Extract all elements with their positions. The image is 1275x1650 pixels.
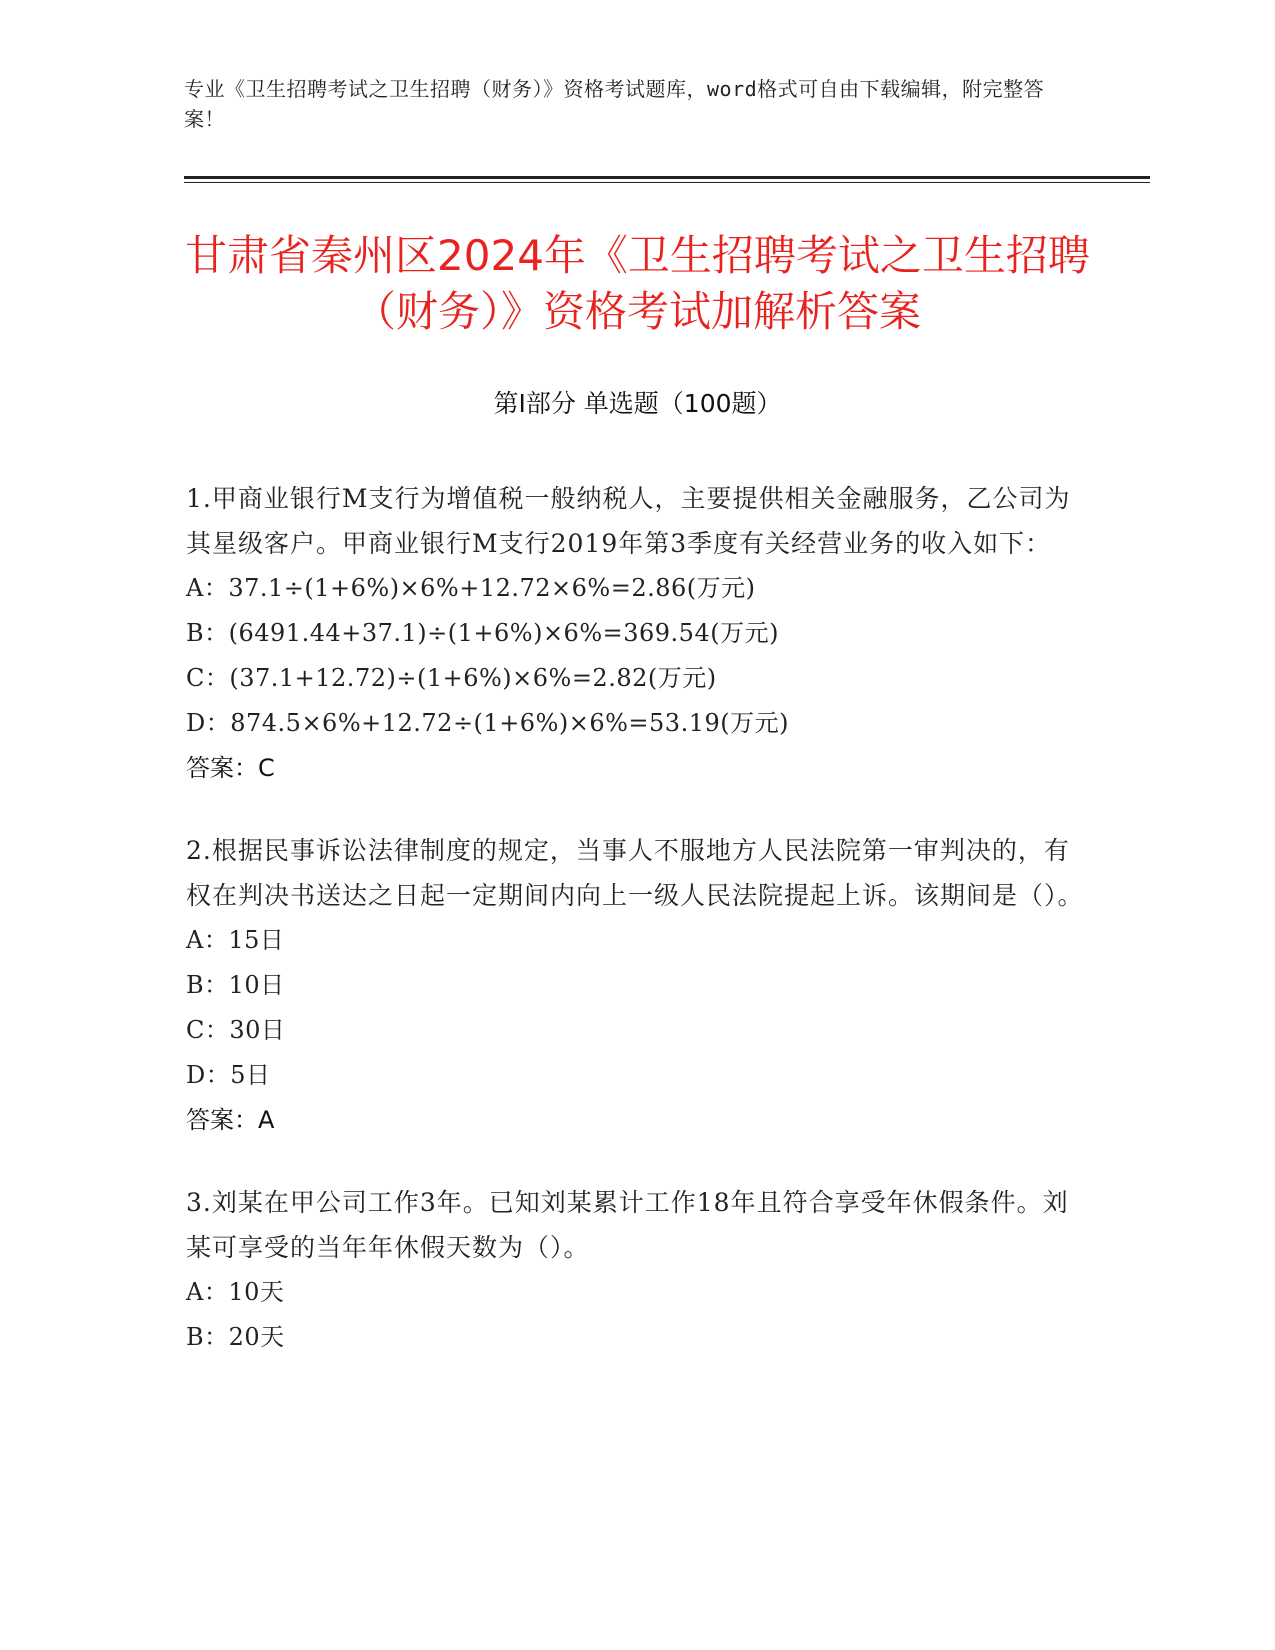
option-a: A：37.1÷(1+6%)×6%+12.72×6%=2.86(万元) [186,574,756,602]
document-title: 甘肃省秦州区2024年《卫生招聘考试之卫生招聘（财务）》资格考试加解析答案 [185,231,1090,336]
question-3 [186,1180,1086,1360]
option-c: C：30日 [186,1016,286,1044]
question-stem: 2.根据民事诉讼法律制度的规定，当事人不服地方人民法院第一审判决的，有权在判决书送达之日起一定期间内向上一级人民法院提起上诉。该期间是（）。 [186,836,1084,910]
option-a: A：15日 [186,926,285,954]
header-note: 专业《卫生招聘考试之卫生招聘（财务）》资格考试题库，word格式可自由下载编辑，附完整答案！ [184,77,1045,131]
option-b: B：20天 [186,1323,285,1351]
option-a: A：10天 [186,1278,285,1306]
option-c: C：(37.1+12.72)÷(1+6%)×6%=2.82(万元) [186,664,717,692]
answer: 答案：A [186,1106,275,1134]
option-b: B：(6491.44+37.1)÷(1+6%)×6%=369.54(万元) [186,619,779,647]
header-rule-thick [184,176,1150,179]
question-stem: 1.甲商业银行M支行为增值税一般纳税人，主要提供相关金融服务，乙公司为其星级客户。甲商业银行M支行2019年第3季度有关经营业务的收入如下： [186,484,1071,558]
question-1 [186,476,1086,791]
question-stem: 3.刘某在甲公司工作3年。已知刘某累计工作18年且符合享受年休假条件。刘某可享受的当年年休假天数为（）。 [186,1188,1069,1262]
question-2 [186,828,1086,1143]
section-title: 第Ⅰ部分 单选题（100题） [493,389,782,418]
answer: 答案：C [186,754,275,782]
header-rule-thin [184,182,1150,183]
option-b: B：10日 [186,971,285,999]
question-list [186,476,1086,1397]
option-d: D：874.5×6%+12.72÷(1+6%)×6%=53.19(万元) [186,709,789,737]
option-d: D：5日 [186,1061,271,1089]
